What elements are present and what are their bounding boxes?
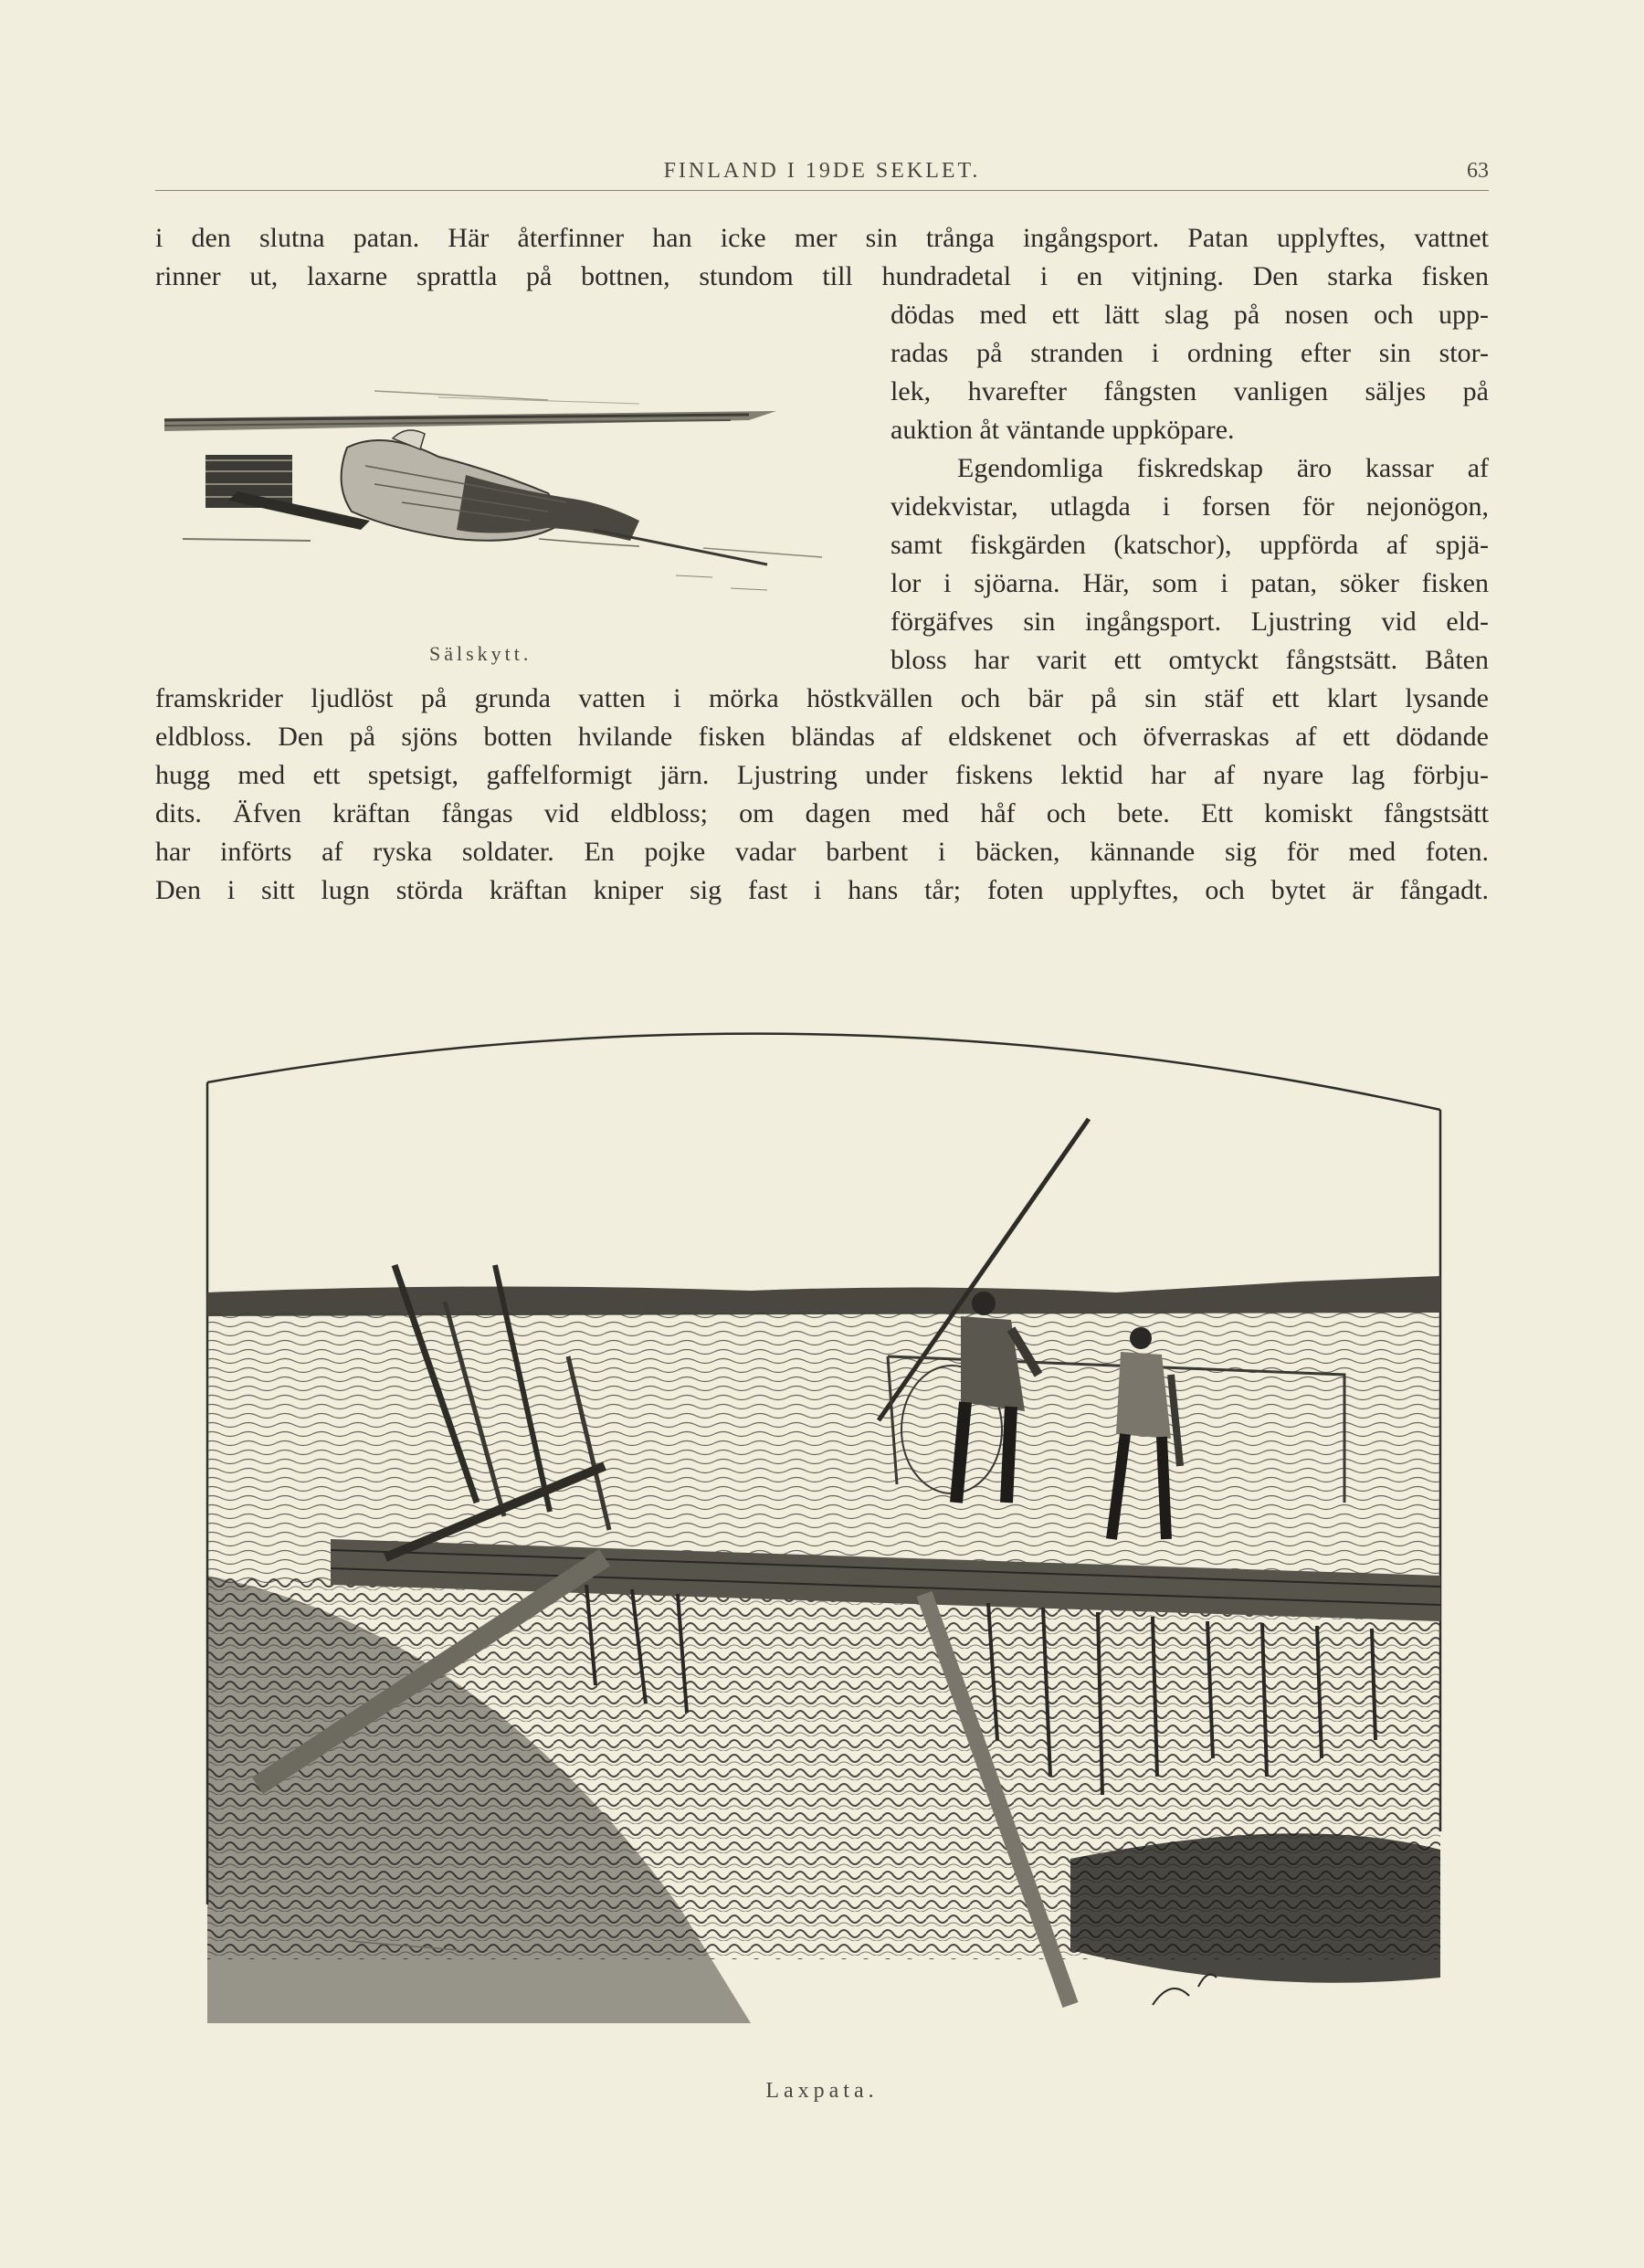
text-line: auktion åt väntande uppköpare. (890, 415, 1235, 445)
text-line: samt fiskgärden (katschor), uppförda af spjä- (890, 530, 1489, 560)
text-line: dödas med ett lätt slag på nosen och upp- (890, 300, 1489, 330)
page-number: 63 (1467, 159, 1489, 183)
text-line: videkvistar, utlagda i forsen för nejonögon, (890, 491, 1489, 522)
figure-caption-seal: Sälskytt. (429, 642, 532, 665)
text-line: eldbloss. Den på sjöns botten hvilande fisken bländas af eldskenet och öfverraskas af ett dödande (155, 722, 1489, 752)
salmon-trap-illustration (203, 991, 1445, 2087)
text-line: hugg med ett spetsigt, gaffelformigt järn. Ljustring under fiskens lektid har af nyare lag förbju- (155, 760, 1489, 790)
running-head (155, 153, 1489, 191)
seal-hunter-illustration (164, 384, 840, 630)
text-line: lek, hvarefter fångsten vanligen säljes på (890, 376, 1489, 406)
text-line: framskrider ljudlöst på grunda vatten i mörka höstkvällen och bär på sin stäf ett klart lysande (155, 683, 1489, 713)
text-line: radas på stranden i ordning efter sin stor- (890, 338, 1489, 368)
text-line: dits. Äfven kräftan fångas vid eldbloss; om dagen med håf och bete. Ett komiskt fångstsätt (155, 798, 1489, 828)
running-title: FINLAND I 19DE SEKLET. (663, 159, 981, 183)
text-line: lor i sjöarna. Här, som i patan, söker fisken (890, 568, 1489, 598)
text-line: förgäfves sin ingångsport. Ljustring vid eld- (890, 607, 1489, 637)
text-line: Den i sitt lugn störda kräftan kniper sig fast i hans tår; foten upplyftes, och bytet är fångadt. (155, 875, 1489, 905)
text-line: rinner ut, laxarne sprattla på bottnen, stundom till hundradetal i en vitjning. Den starka fisken (155, 261, 1489, 291)
text-line: i den slutna patan. Här återfinner han icke mer sin trånga ingångsport. Patan upplyftes, vattnet (155, 223, 1489, 253)
text-line: bloss har varit ett omtyckt fångstsätt. Båten (890, 645, 1489, 675)
text-line: har införts af ryska soldater. En pojke vadar barbent i bäcken, kännande sig för med foten. (155, 837, 1489, 867)
text-line: Egendomliga fiskredskap äro kassar af (957, 453, 1489, 483)
figure-caption-main: Laxpata. (765, 2079, 879, 2103)
